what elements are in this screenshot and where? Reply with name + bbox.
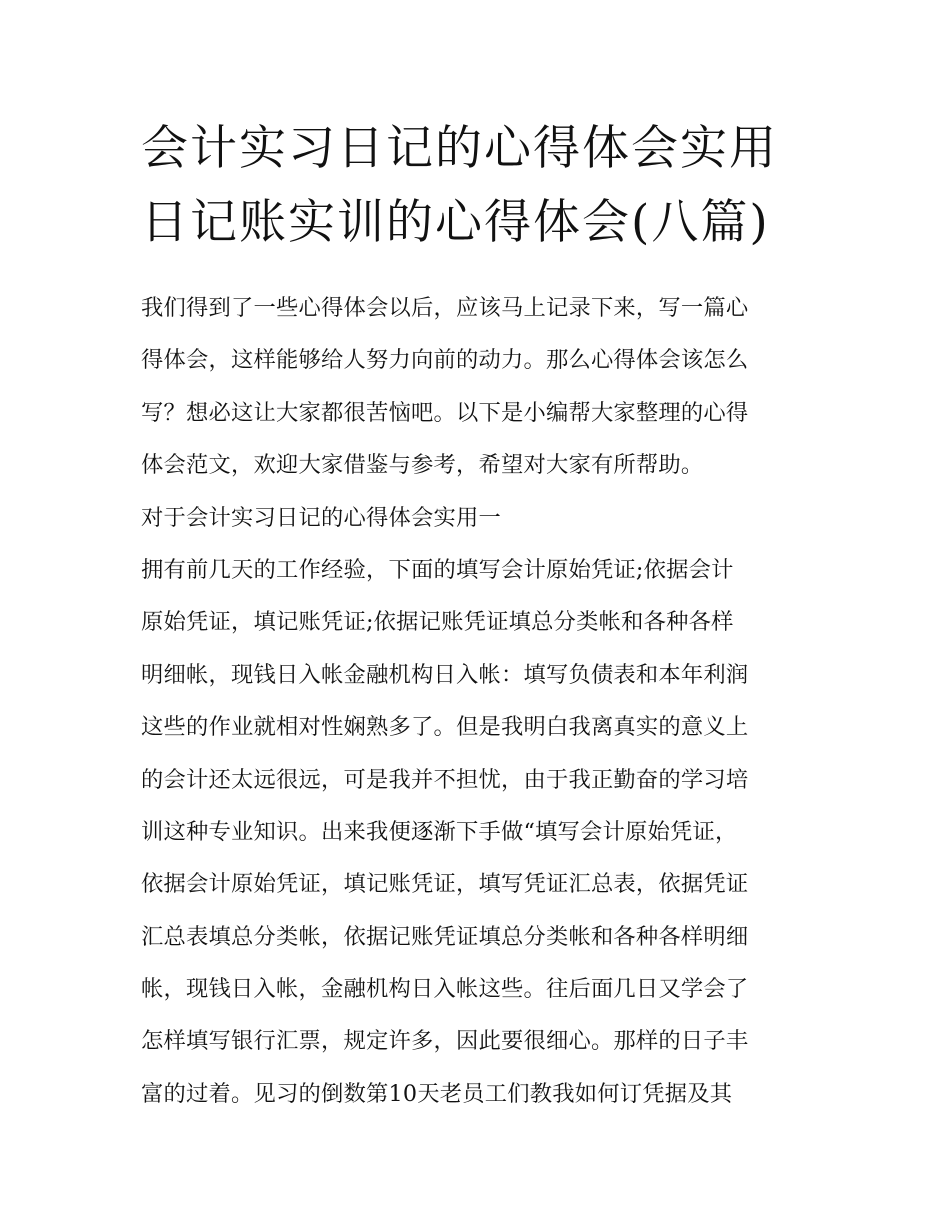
body-line: 的会计还太远很远，可是我并不担忧，由于我正勤奋的学习培: [141, 766, 749, 793]
intro-line: 体会范文，欢迎大家借鉴与参考，希望对大家有所帮助。: [141, 452, 704, 479]
intro-line: 得体会，这样能够给人努力向前的动力。那么心得体会该怎么: [141, 347, 749, 374]
document-title: [141, 112, 813, 260]
body-line: 训这种专业知识。出来我便逐渐下手做“填写会计原始凭证，: [141, 818, 738, 845]
body-line: 原始凭证，填记账凭证;依据记账凭证填总分类帐和各种各样: [141, 609, 734, 636]
intro-line: 我们得到了一些心得体会以后，应该马上记录下来，写一篇心: [141, 295, 749, 321]
title-line: 日记账实训的心得体会(八篇): [141, 195, 770, 250]
body-line: 帐，现钱日入帐，金融机构日入帐这些。往后面几日又学会了: [141, 976, 749, 1003]
title-line: 会计实习日记的心得体会实用: [141, 121, 778, 176]
body-line: 依据会计原始凭证，填记账凭证，填写凭证汇总表，依据凭证: [141, 871, 749, 898]
section-heading: 对于会计实习日记的心得体会实用一: [141, 504, 501, 531]
body-line: 明细帐，现钱日入帐金融机构日入帐：填写负债表和本年利润: [141, 661, 749, 688]
body-line: 汇总表填总分类帐，依据记账凭证填总分类帐和各种各样明细: [141, 923, 749, 950]
body-line: 怎样填写银行汇票，规定许多，因此要很细心。那样的日子丰: [141, 1028, 749, 1055]
body-line: 拥有前几天的工作经验，下面的填写会计原始凭证;依据会计: [141, 556, 734, 583]
body-line: 富的过着。见习的倒数第10天老员工们教我如何订凭据及其: [141, 1080, 733, 1107]
body-line: 这些的作业就相对性娴熟多了。但是我明白我离真实的意义上: [141, 714, 749, 741]
document-page: [141, 112, 813, 1120]
document-body: [141, 282, 813, 1120]
intro-line: 写？想必这让大家都很苦恼吧。以下是小编帮大家整理的心得: [141, 399, 749, 426]
